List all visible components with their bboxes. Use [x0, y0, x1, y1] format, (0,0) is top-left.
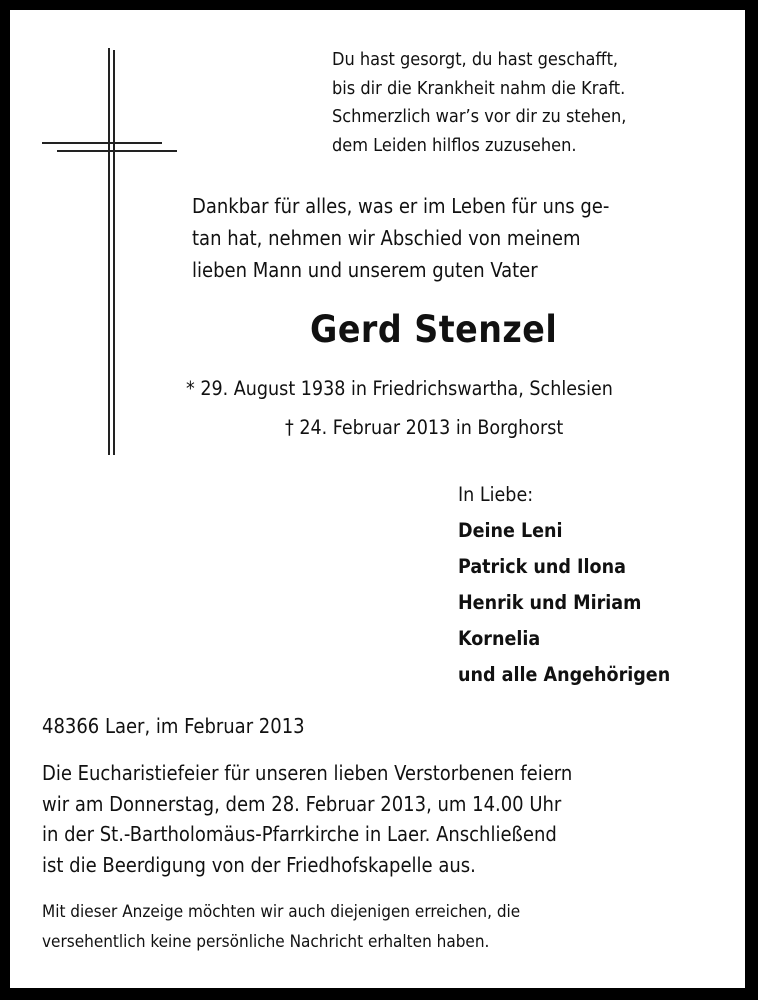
closing-line: Mit dieser Anzeige möchten wir auch diejenigen erreichen, die [42, 902, 521, 922]
mourner-name: Patrick und Ilona [458, 555, 626, 578]
poem-line: bis dir die Krankheit nahm die Kraft. [332, 77, 626, 99]
poem-line: dem Leiden hilflos zuzusehen. [332, 134, 577, 156]
obituary-notice [10, 10, 745, 988]
cross-icon [10, 10, 210, 470]
deceased-name: Gerd Stenzel [310, 308, 558, 351]
place-date: 48366 Laer, im Februar 2013 [42, 714, 305, 738]
funeral-notice [42, 758, 572, 880]
mourners-list [458, 477, 670, 693]
mourner-name: Henrik und Miriam [458, 591, 642, 614]
intro-line: tan hat, nehmen wir Abschied von meinem [192, 226, 581, 250]
poem-line: Schmerzlich war’s vor dir zu stehen, [332, 106, 627, 127]
poem [332, 46, 626, 160]
notice-line: Die Eucharistiefeier für unseren lieben Verstorbenen feiern [42, 761, 573, 785]
notice-line: ist die Beerdigung von der Friedhofskapelle aus. [42, 852, 476, 877]
mourners-heading: In Liebe: [458, 483, 534, 506]
intro-line: lieben Mann und unserem guten Vater [192, 258, 538, 282]
poem-line: Du hast gesorgt, du hast geschafft, [332, 49, 619, 70]
closing-line: versehentlich keine persönliche Nachricht erhalten haben. [42, 931, 490, 952]
death-info: † 24. Februar 2013 in Borghorst [285, 416, 564, 439]
closing-note [42, 898, 520, 957]
birth-info: * 29. August 1938 in Friedrichswartha, Schlesien [186, 377, 613, 400]
mourner-name: Kornelia [458, 627, 541, 650]
mourner-name: Deine Leni [458, 519, 563, 542]
intro-text [192, 190, 702, 286]
mourner-name: und alle Angehörigen [458, 663, 671, 686]
notice-line: in der St.-Bartholomäus-Pfarrkirche in Laer. Anschließend [42, 822, 557, 846]
notice-line: wir am Donnerstag, dem 28. Februar 2013, um 14.00 Uhr [42, 791, 562, 816]
intro-line: Dankbar für alles, was er im Leben für uns ge- [192, 194, 610, 218]
